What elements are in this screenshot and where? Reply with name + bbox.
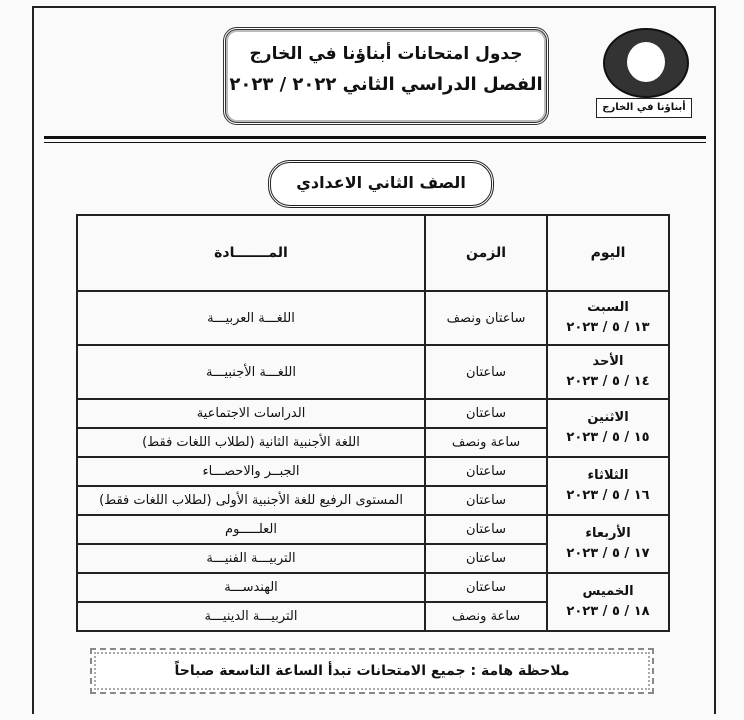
subject-cell: المستوى الرفيع للغة الأجنبية الأولى (لطلاب اللغات فقط) (77, 486, 425, 515)
duration-cell: ساعة ونصف (425, 428, 547, 457)
duration-cell: ساعتان (425, 573, 547, 602)
duration-cell: ساعتان (425, 345, 547, 399)
logo-emblem-icon (627, 42, 665, 82)
subject-cell: الهندســـة (77, 573, 425, 602)
table-row (77, 457, 669, 486)
day-cell (547, 399, 669, 457)
duration-cell: ساعتان (425, 486, 547, 515)
header-subject: المـــــــادة (77, 215, 425, 291)
day-cell (547, 457, 669, 515)
table-row (77, 573, 669, 602)
header-duration: الزمن (425, 215, 547, 291)
divider-rule-thin (44, 142, 706, 143)
duration-cell: ساعتان (425, 544, 547, 573)
grade-label: الصف الثاني الاعدادي (268, 160, 494, 208)
page-subtitle: الفصل الدراسي الثاني ٢٠٢٢ / ٢٠٢٣ (229, 74, 543, 95)
day-name: الاثنين (587, 410, 629, 425)
day-date: ١٨ / ٥ / ٢٠٢٣ (566, 604, 650, 619)
important-note: ملاحظة هامة : جميع الامتحانات تبدأ الساعة التاسعة صباحاً (90, 648, 654, 694)
header-day: اليوم (547, 215, 669, 291)
duration-cell: ساعتان (425, 515, 547, 544)
subject-cell: التربيـــة الدينيـــة (77, 602, 425, 631)
divider-rule (44, 136, 706, 139)
day-date: ١٧ / ٥ / ٢٠٢٣ (566, 546, 650, 561)
duration-cell: ساعتان (425, 457, 547, 486)
day-cell (547, 345, 669, 399)
day-date: ١٤ / ٥ / ٢٠٢٣ (566, 374, 650, 389)
duration-cell: ساعتان (425, 399, 547, 428)
subject-cell: التربيـــة الفنيـــة (77, 544, 425, 573)
day-name: السبت (587, 300, 629, 315)
duration-cell: ساعتان ونصف (425, 291, 547, 345)
day-cell (547, 515, 669, 573)
day-date: ١٦ / ٥ / ٢٠٢٣ (566, 488, 650, 503)
day-cell (547, 291, 669, 345)
subject-cell: اللغة الأجنبية الثانية (لطلاب اللغات فقط) (77, 428, 425, 457)
subject-cell: اللغـــة العربيـــة (77, 291, 425, 345)
subject-cell: اللغـــة الأجنبيـــة (77, 345, 425, 399)
day-name: الأحد (592, 354, 624, 369)
day-name: الخميس (582, 584, 634, 599)
subject-cell: الدراسات الاجتماعية (77, 399, 425, 428)
table-row (77, 399, 669, 428)
day-cell (547, 573, 669, 631)
subject-cell: العلـــــوم (77, 515, 425, 544)
table-row (77, 291, 669, 345)
day-name: الثلاثاء (587, 468, 629, 483)
subject-cell: الجبــر والاحصـــاء (77, 457, 425, 486)
table-row (77, 515, 669, 544)
table-row (77, 345, 669, 399)
table-header-row (77, 215, 669, 291)
day-date: ١٥ / ٥ / ٢٠٢٣ (566, 430, 650, 445)
title-box (223, 27, 549, 125)
page-title: جدول امتحانات أبناؤنا في الخارج (249, 44, 523, 64)
duration-cell: ساعة ونصف (425, 602, 547, 631)
day-date: ١٣ / ٥ / ٢٠٢٣ (566, 320, 650, 335)
exam-schedule-table (76, 214, 670, 632)
day-name: الأربعاء (585, 526, 631, 541)
ministry-logo (603, 28, 689, 98)
logo-banner: أبناؤنا في الخارج (596, 98, 692, 118)
